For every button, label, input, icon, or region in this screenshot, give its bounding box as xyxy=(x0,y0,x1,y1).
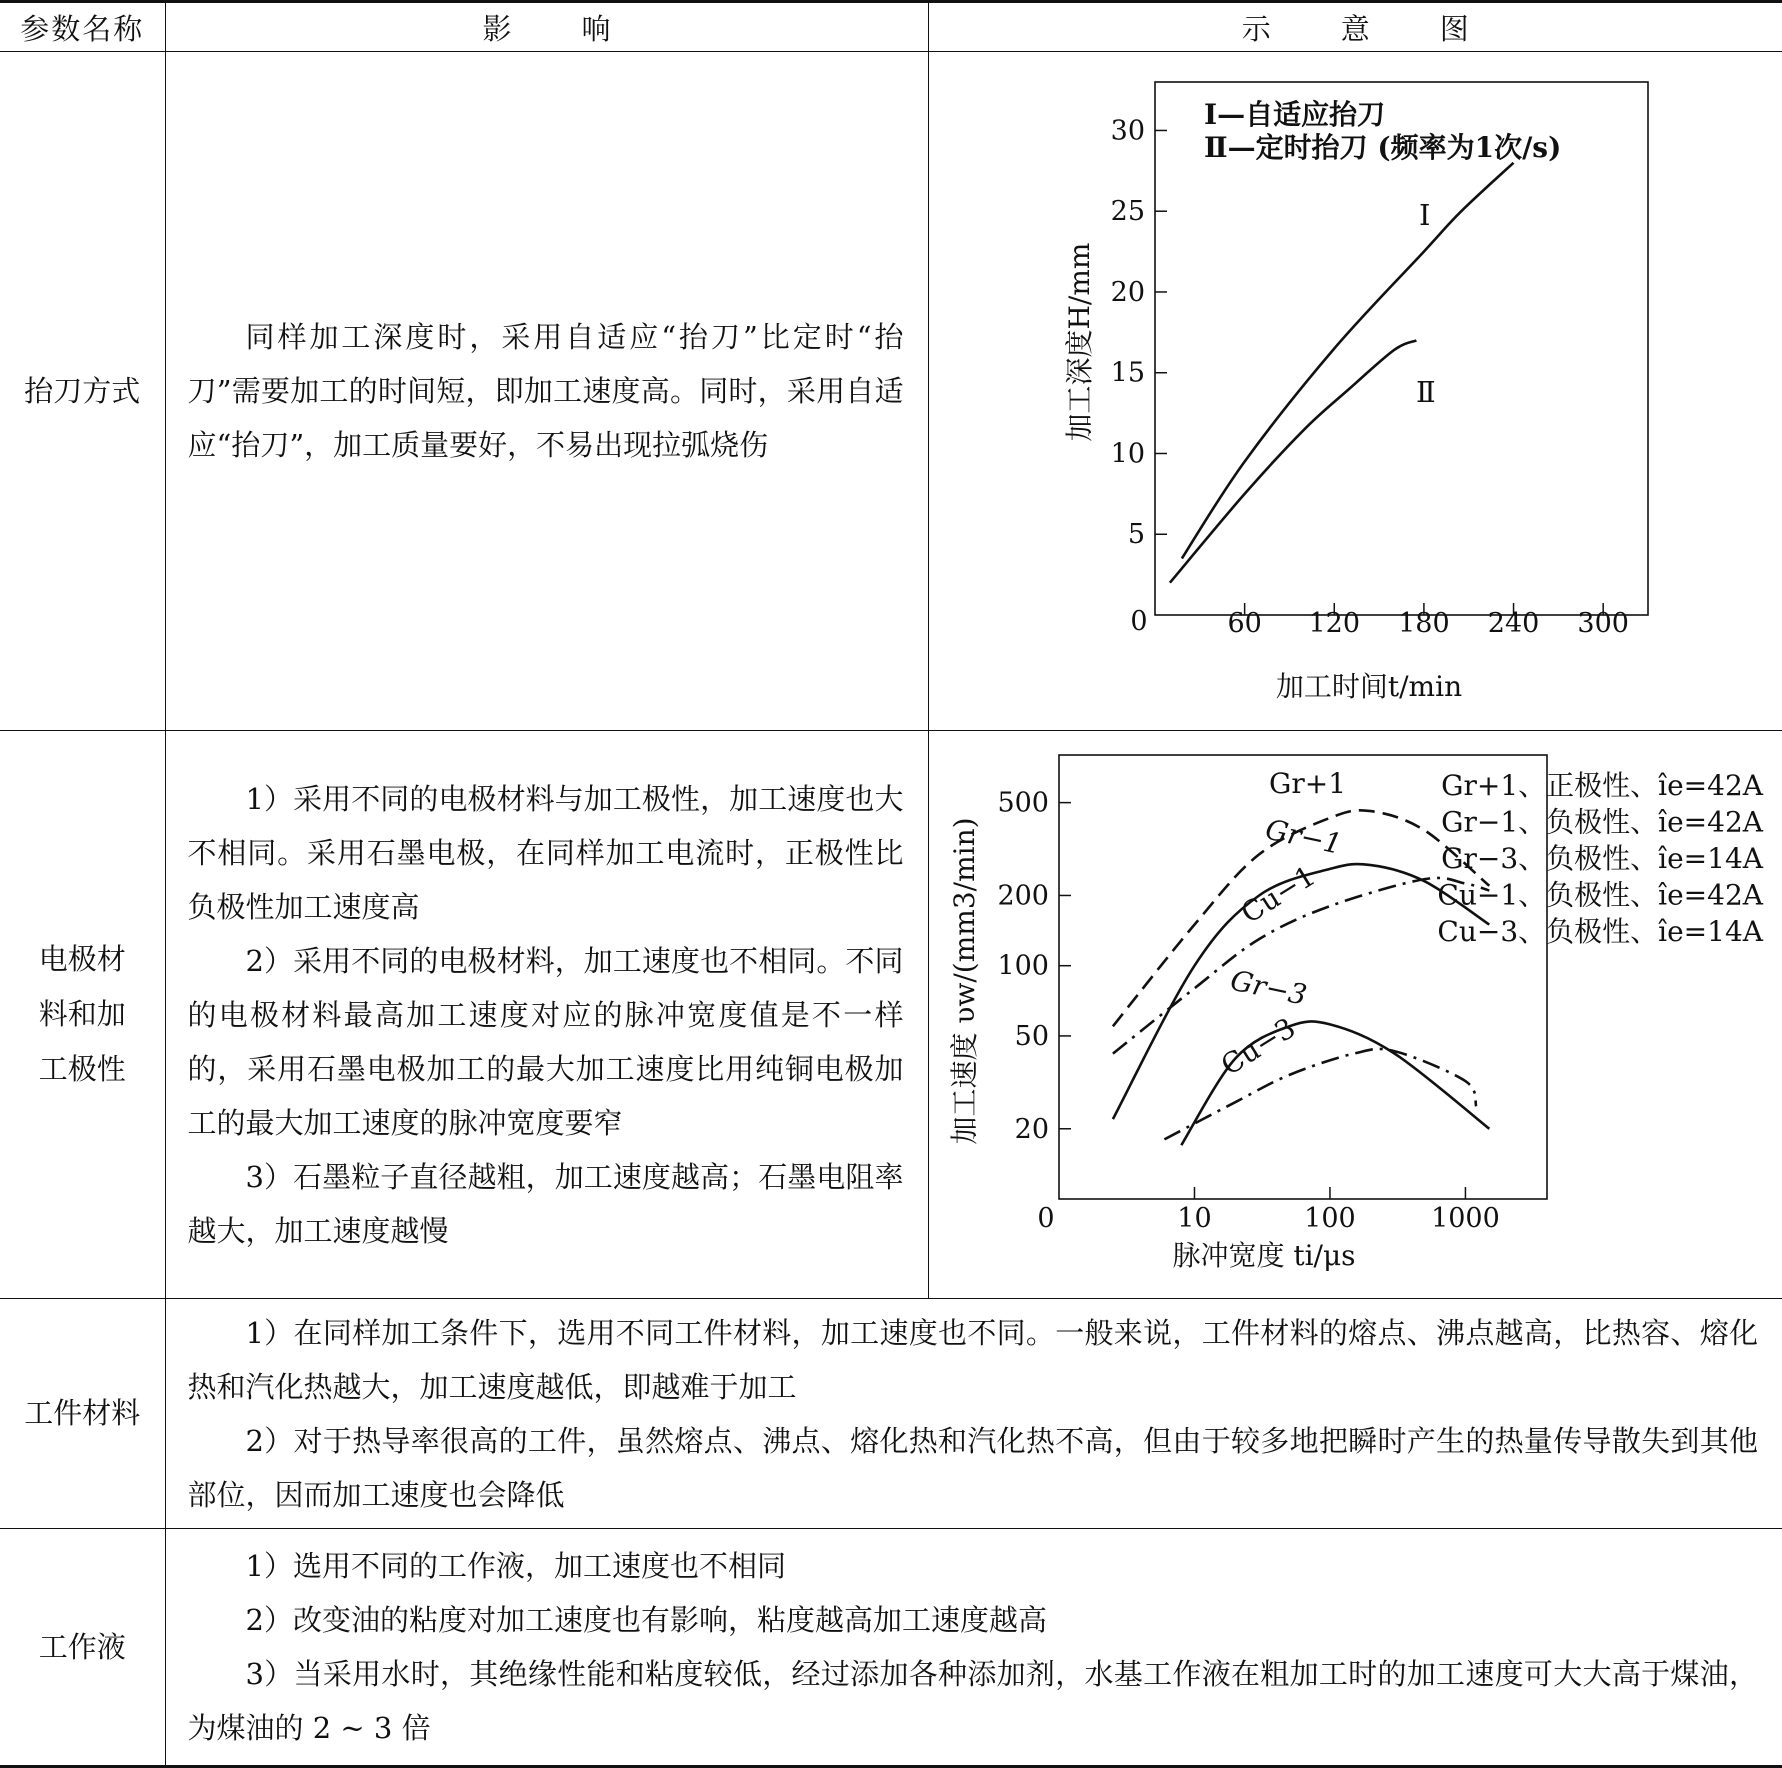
header-param: 参数名称 xyxy=(0,2,165,52)
row-workpiece xyxy=(0,1299,1782,1529)
legend-entry: Gr+1、正极性、îe=42A xyxy=(1440,769,1763,802)
series-label: Ⅰ xyxy=(1418,198,1430,232)
legend-entry: Cu−3、负极性、îe=14A xyxy=(1436,915,1763,948)
effect-paragraph: 3）石墨粒子直径越粗，加工速度越高；石墨电阻率越大，加工速度越慢 xyxy=(187,1159,904,1248)
series-line-cu-1 xyxy=(1112,878,1488,1054)
legend-entry: Ⅰ—自适应抬刀 xyxy=(1203,98,1385,131)
effect-paragraph: 同样加工深度时，采用自适应“抬刀”比定时“抬刀”需要加工的时间短，即加工速度高。同时，采用自适应“抬刀”，加工质量要好，不易出现拉弧烧伤 xyxy=(187,320,904,462)
y-tick-label: 25 xyxy=(1110,196,1145,228)
y-tick-label: 15 xyxy=(1110,357,1145,389)
y-tick-label: 50 xyxy=(1014,1020,1049,1052)
effect-paragraph: 2）改变油的粘度对加工速度也有影响，粘度越高加工速度越高 xyxy=(245,1603,1047,1637)
x-tick-label: 10 xyxy=(1176,1203,1212,1234)
series-labels xyxy=(1416,198,1436,409)
y-tick-label: 500 xyxy=(996,787,1049,819)
y-tick-label: 100 xyxy=(996,950,1049,982)
row-fluid xyxy=(0,1529,1782,1767)
legend-entry: Gr−1、负极性、îe=42A xyxy=(1440,805,1763,839)
series-label: Gr+1 xyxy=(1268,767,1346,800)
effect-paragraph: 3）当采用水时，其绝缘性能和粘度较低，经过添加各种添加剂，水基工作液在粗加工时的加工速度可大大高于煤油，为煤油的 2 ~ 3 倍 xyxy=(187,1657,1758,1745)
y-tick-label: 20 xyxy=(1110,276,1145,308)
y-tick-label: 20 xyxy=(1014,1113,1049,1145)
header-effect: 影响 xyxy=(165,2,928,52)
name-line: 料和加 xyxy=(38,997,126,1031)
param-name-electrode xyxy=(0,731,165,1299)
lift-mode-chart xyxy=(929,52,1781,726)
series-line-2 xyxy=(1169,340,1416,582)
effect-paragraph: 2）采用不同的电极材料，加工速度也不相同。不同的电极材料最高加工速度对应的脉冲宽度值是不一样的，采用石墨电极加工的最大加工速度比用纯铜电极加工的最大加工速度的脉冲宽度要窄 xyxy=(187,943,904,1140)
x-tick-label: 60 xyxy=(1226,608,1262,639)
series-line-gr-3 xyxy=(1181,1021,1489,1145)
series-label: Gr−3 xyxy=(1227,963,1310,1012)
legend-entry: Cu−1、负极性、îe=42A xyxy=(1436,878,1763,912)
effect-workpiece xyxy=(165,1299,1782,1529)
series-label: Ⅱ xyxy=(1415,375,1436,409)
series-label: Gr−1 xyxy=(1262,812,1345,861)
origin-label: 0 xyxy=(1036,1203,1055,1234)
legend-entry: Ⅱ—定时抬刀 (频率为1次/s) xyxy=(1203,131,1561,164)
name-line: 电极材 xyxy=(38,942,126,976)
series-lines xyxy=(1169,163,1513,583)
x-tick-label: 180 xyxy=(1397,608,1450,639)
diagram-lift-mode xyxy=(928,52,1782,731)
series-labels xyxy=(1215,767,1346,1082)
legend-entry: Gr−3、负极性、îe=14A xyxy=(1440,842,1763,875)
header-row xyxy=(0,2,1782,52)
param-name-fluid: 工作液 xyxy=(0,1529,165,1767)
series-line-1 xyxy=(1181,163,1513,559)
origin-label: 0 xyxy=(1129,606,1148,637)
y-tick-label: 5 xyxy=(1127,519,1145,551)
y-axis-title: 加工深度H/mm xyxy=(1062,242,1096,442)
y-tick-label: 10 xyxy=(1110,438,1145,470)
y-axis-title: 加工速度 υw/(mm3/min) xyxy=(947,817,981,1145)
chart-legend xyxy=(1437,769,1763,948)
diagram-electrode xyxy=(928,731,1782,1299)
y-tick-label: 200 xyxy=(996,880,1049,912)
axis-ticks xyxy=(997,788,1499,1234)
param-name-workpiece: 工件材料 xyxy=(0,1299,165,1529)
x-axis-title: 加工时间t/min xyxy=(1275,670,1462,703)
x-tick-label: 1000 xyxy=(1430,1203,1500,1234)
effect-lift-mode xyxy=(165,52,928,731)
effect-paragraph: 1）在同样加工条件下，选用不同工件材料，加工速度也不同。一般来说，工件材料的熔点、沸点越高，比热容、熔化热和汽化热越大，加工速度越低，即越难于加工 xyxy=(187,1315,1758,1404)
row-lift-mode xyxy=(0,52,1782,731)
series-label: Cu−1 xyxy=(1234,859,1321,930)
x-tick-label: 240 xyxy=(1487,608,1539,639)
x-tick-label: 300 xyxy=(1576,608,1629,639)
param-name-lift-mode: 抬刀方式 xyxy=(0,52,165,731)
x-tick-label: 120 xyxy=(1307,608,1360,639)
electrode-speed-chart xyxy=(929,731,1781,1294)
effect-fluid xyxy=(165,1529,1782,1767)
effect-paragraph: 1）选用不同的工作液，加工速度也不相同 xyxy=(245,1549,786,1583)
name-line: 工极性 xyxy=(38,1052,126,1086)
effect-paragraph: 2）对于热导率很高的工件，虽然熔点、沸点、熔化热和汽化热不高，但由于较多地把瞬时产生的热量传导散失到其他部位，因而加工速度也会降低 xyxy=(187,1423,1758,1512)
chart-legend xyxy=(1204,98,1561,164)
effect-electrode xyxy=(165,731,928,1299)
x-axis-title: 脉冲宽度 ti/μs xyxy=(1171,1239,1356,1272)
header-diagram: 示意图 xyxy=(928,2,1782,52)
effect-paragraph: 1）采用不同的电极材料与加工极性，加工速度也大不相同。采用石墨电极，在同样加工电流时，正极性比负极性加工速度高 xyxy=(187,781,904,924)
y-tick-label: 30 xyxy=(1110,115,1145,147)
series-label: Cu−3 xyxy=(1214,1011,1301,1082)
row-electrode xyxy=(0,731,1782,1299)
x-tick-label: 100 xyxy=(1303,1203,1356,1234)
